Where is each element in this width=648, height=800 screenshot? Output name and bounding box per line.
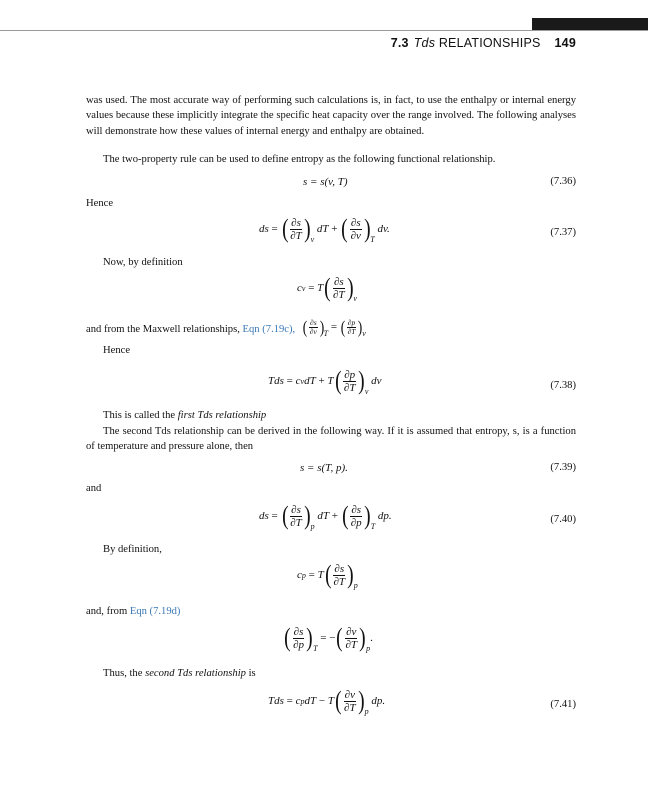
from-text: and, from <box>86 606 128 617</box>
section-number: 7.3 <box>390 36 409 50</box>
paragraph-2: The two-property rule can be used to define entropy as the following functional relationship. <box>103 154 496 165</box>
first-tds-text: This is called the <box>103 410 176 421</box>
eqn-link-7-19d[interactable]: Eqn (7.19d) <box>129 606 181 617</box>
hence-label: Hence <box>86 198 114 209</box>
equation-7-41: T ds = cpdT − T ( $\frac{\partial v}{\partial T}$ ) p dp. <box>268 686 386 716</box>
text-line: Now, by definition <box>103 257 183 268</box>
equation-cv: cv = T ( $\frac{\partial s}{\partial T}$ ) v <box>297 273 357 303</box>
text-line <box>86 606 180 617</box>
text-line: By definition, <box>103 544 162 555</box>
hence-label: Hence <box>103 345 131 356</box>
paragraph-1: was used. The most accurate way of performing such calculations is, in fact, to use the enthalpy or internal energy values because these implicitly integrate the specific heat capacity over the range involved. The following analyses will demonstrate how these values of internal energy and enthalpy are obtained. <box>86 95 576 137</box>
first-tds-em: first Tds relationship <box>177 410 267 421</box>
eqn-number: (7.40) <box>550 514 576 525</box>
text-line <box>86 324 295 335</box>
paragraph-3: The second Tds relationship can be derived in the following way. If it is assumed that entropy, s, is a function of temperature and pressure alone, then <box>86 426 576 453</box>
eqn-number: (7.39) <box>550 462 576 473</box>
maxwell-text: and from the Maxwell relationships, <box>86 324 240 335</box>
equation-7-38: T ds = cvdT + T ( $\frac{\partial p}{\partial T}$ ) v dv <box>268 366 382 396</box>
text-line <box>103 668 256 679</box>
maxwell-equation: ( $\frac{\partial s}{\partial v}$ ) T = ( $\frac{\partial p}{\partial T}$ ) v <box>302 317 366 338</box>
header-title: RELATIONSHIPS <box>438 36 541 50</box>
eqn-number: (7.37) <box>550 227 576 238</box>
maxwell-equation-2: ( $\frac{\partial s}{\partial p}$ ) T = − ( $\frac{\partial v}{\partial T}$ ) p . <box>284 623 373 653</box>
eqn-number: (7.41) <box>550 699 576 710</box>
equation-7-40: ds = ( $\frac{\partial s}{\partial T}$ ) p dT + ( $\frac{\partial s}{\partial p}$ ) T dp. <box>259 501 392 531</box>
header-italic: Tds <box>413 36 436 50</box>
equation-7-37: ds = ( $\frac{\partial s}{\partial T}$ ) v dT + ( $\frac{\partial s}{\partial v}$ ) T dv. <box>259 214 390 244</box>
second-tds-em: second Tds relationship <box>145 668 246 679</box>
text-line: and <box>86 483 102 494</box>
thus-end: is <box>248 668 256 679</box>
eqn-number: (7.38) <box>550 380 576 391</box>
equation-7-39: s = s(T, p). <box>300 462 348 474</box>
thus-text: Thus, the <box>103 668 143 679</box>
header-bar <box>532 18 648 30</box>
running-header <box>391 36 576 50</box>
header-rule <box>0 30 648 31</box>
eqn-number: (7.36) <box>550 176 576 187</box>
equation-cp: cp = T ( $\frac{\partial s}{\partial T}$ ) p <box>297 560 358 590</box>
page-number: 149 <box>554 36 576 50</box>
eqn-link-7-19c[interactable]: Eqn (7.19c), <box>242 324 296 335</box>
equation-7-36: s = s(v, T) <box>303 176 348 188</box>
text-line <box>103 410 266 421</box>
